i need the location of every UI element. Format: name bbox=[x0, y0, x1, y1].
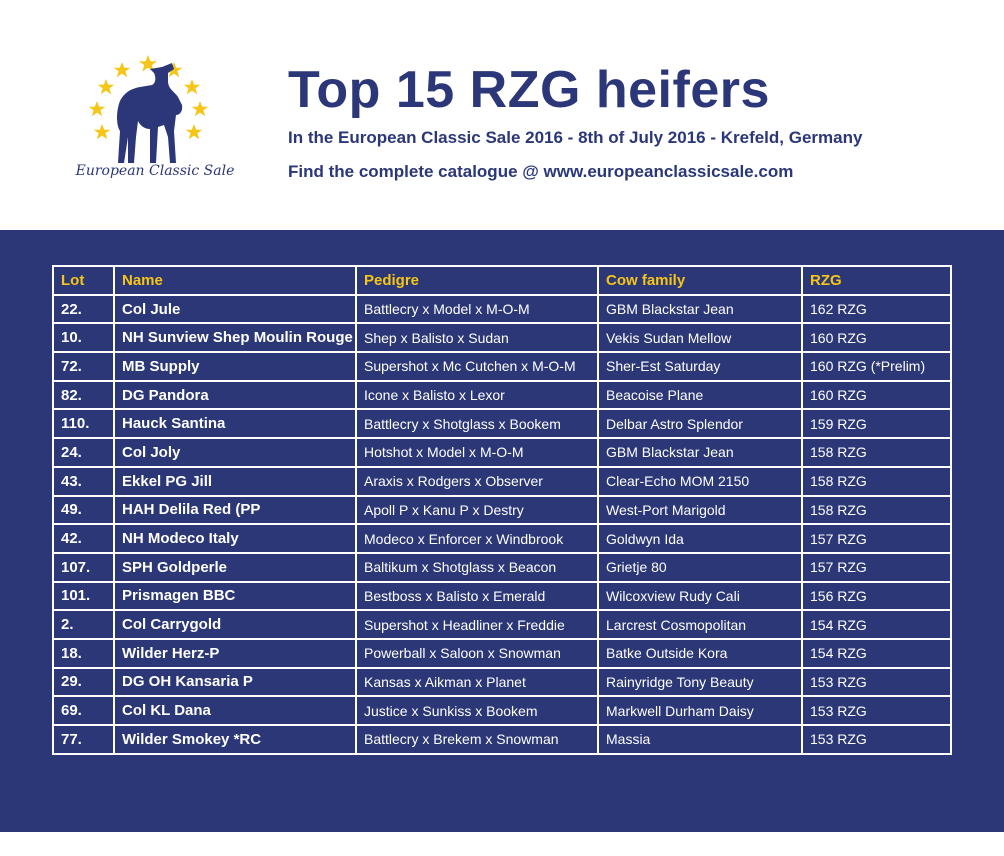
logo bbox=[70, 45, 240, 195]
cell-lot: 2. bbox=[53, 610, 114, 639]
column-header-name: Name bbox=[114, 266, 356, 295]
cell-cow-family: Wilcoxview Rudy Cali bbox=[598, 582, 802, 611]
cell-cow-family: Clear-Echo MOM 2150 bbox=[598, 467, 802, 496]
cell-pedigree: Supershot x Headliner x Freddie bbox=[356, 610, 598, 639]
cell-rzg: 162 RZG bbox=[802, 295, 951, 324]
cell-cow-family: Sher-Est Saturday bbox=[598, 352, 802, 381]
cell-lot: 82. bbox=[53, 381, 114, 410]
cell-pedigree: Bestboss x Balisto x Emerald bbox=[356, 582, 598, 611]
cell-pedigree: Shep x Balisto x Sudan bbox=[356, 323, 598, 352]
table-row bbox=[53, 725, 951, 754]
cell-lot: 49. bbox=[53, 496, 114, 525]
cell-name: DG OH Kansaria P bbox=[114, 668, 356, 697]
cell-rzg: 156 RZG bbox=[802, 582, 951, 611]
cell-rzg: 160 RZG bbox=[802, 381, 951, 410]
cell-name: Wilder Herz-P bbox=[114, 639, 356, 668]
table-row bbox=[53, 639, 951, 668]
cell-pedigree: Baltikum x Shotglass x Beacon bbox=[356, 553, 598, 582]
table-row bbox=[53, 381, 951, 410]
cell-lot: 10. bbox=[53, 323, 114, 352]
cell-pedigree: Modeco x Enforcer x Windbrook bbox=[356, 524, 598, 553]
cell-cow-family: GBM Blackstar Jean bbox=[598, 438, 802, 467]
cell-cow-family: West-Port Marigold bbox=[598, 496, 802, 525]
cell-lot: 24. bbox=[53, 438, 114, 467]
heifers-table bbox=[52, 265, 952, 755]
cell-pedigree: Icone x Balisto x Lexor bbox=[356, 381, 598, 410]
cell-rzg: 154 RZG bbox=[802, 610, 951, 639]
cell-rzg: 158 RZG bbox=[802, 438, 951, 467]
cell-cow-family: Delbar Astro Splendor bbox=[598, 409, 802, 438]
table-row bbox=[53, 496, 951, 525]
cell-name: Col Joly bbox=[114, 438, 356, 467]
page-title: Top 15 RZG heifers bbox=[288, 61, 770, 119]
header bbox=[0, 0, 1004, 230]
star-icon bbox=[184, 79, 201, 94]
cell-rzg: 158 RZG bbox=[802, 467, 951, 496]
cell-rzg: 157 RZG bbox=[802, 524, 951, 553]
cell-pedigree: Battlecry x Model x M-O-M bbox=[356, 295, 598, 324]
cell-lot: 29. bbox=[53, 668, 114, 697]
star-icon bbox=[98, 79, 115, 94]
table-row bbox=[53, 668, 951, 697]
cell-rzg: 160 RZG bbox=[802, 323, 951, 352]
table-row bbox=[53, 467, 951, 496]
cell-rzg: 157 RZG bbox=[802, 553, 951, 582]
table-row bbox=[53, 323, 951, 352]
cell-cow-family: Massia bbox=[598, 725, 802, 754]
cell-cow-family: Markwell Durham Daisy bbox=[598, 696, 802, 725]
table-row bbox=[53, 409, 951, 438]
cell-cow-family: Goldwyn Ida bbox=[598, 524, 802, 553]
cell-pedigree: Apoll P x Kanu P x Destry bbox=[356, 496, 598, 525]
star-icon bbox=[186, 124, 203, 139]
cell-name: NH Sunview Shep Moulin Rouge bbox=[114, 323, 356, 352]
cell-lot: 107. bbox=[53, 553, 114, 582]
cell-name: SPH Goldperle bbox=[114, 553, 356, 582]
table-row bbox=[53, 438, 951, 467]
cell-pedigree: Supershot x Mc Cutchen x M-O-M bbox=[356, 352, 598, 381]
cell-lot: 42. bbox=[53, 524, 114, 553]
cell-name: Prismagen BBC bbox=[114, 582, 356, 611]
cell-lot: 69. bbox=[53, 696, 114, 725]
cell-pedigree: Justice x Sunkiss x Bookem bbox=[356, 696, 598, 725]
cell-rzg: 159 RZG bbox=[802, 409, 951, 438]
cell-name: Hauck Santina bbox=[114, 409, 356, 438]
table-row bbox=[53, 582, 951, 611]
cell-name: Col Jule bbox=[114, 295, 356, 324]
cell-rzg: 158 RZG bbox=[802, 496, 951, 525]
table-row bbox=[53, 553, 951, 582]
cell-lot: 22. bbox=[53, 295, 114, 324]
column-header-rzg: RZG bbox=[802, 266, 951, 295]
cell-pedigree: Battlecry x Shotglass x Bookem bbox=[356, 409, 598, 438]
star-icon bbox=[94, 124, 111, 139]
cell-name: Col KL Dana bbox=[114, 696, 356, 725]
cell-name: NH Modeco Italy bbox=[114, 524, 356, 553]
cell-name: MB Supply bbox=[114, 352, 356, 381]
table-row bbox=[53, 295, 951, 324]
star-icon bbox=[89, 101, 106, 116]
cell-cow-family: Batke Outside Kora bbox=[598, 639, 802, 668]
table-row bbox=[53, 352, 951, 381]
cell-cow-family: Beacoise Plane bbox=[598, 381, 802, 410]
cell-cow-family: GBM Blackstar Jean bbox=[598, 295, 802, 324]
subtitle: In the European Classic Sale 2016 - 8th of July 2016 - Krefeld, Germany bbox=[288, 128, 863, 147]
star-icon bbox=[192, 101, 209, 116]
cell-lot: 101. bbox=[53, 582, 114, 611]
cell-pedigree: Hotshot x Model x M-O-M bbox=[356, 438, 598, 467]
cell-cow-family: Rainyridge Tony Beauty bbox=[598, 668, 802, 697]
cow-with-stars-icon bbox=[70, 45, 240, 165]
cell-name: Wilder Smokey *RC bbox=[114, 725, 356, 754]
cell-name: DG Pandora bbox=[114, 381, 356, 410]
cell-pedigree: Battlecry x Brekem x Snowman bbox=[356, 725, 598, 754]
catalogue-link[interactable]: Find the complete catalogue @ www.europeanclassicsale.com bbox=[288, 162, 794, 181]
column-header-cow-family: Cow family bbox=[598, 266, 802, 295]
cell-cow-family: Larcrest Cosmopolitan bbox=[598, 610, 802, 639]
cell-rzg: 153 RZG bbox=[802, 668, 951, 697]
cell-name: Col Carrygold bbox=[114, 610, 356, 639]
cell-name: Ekkel PG Jill bbox=[114, 467, 356, 496]
table-row bbox=[53, 610, 951, 639]
cell-lot: 43. bbox=[53, 467, 114, 496]
cell-lot: 77. bbox=[53, 725, 114, 754]
cell-rzg: 153 RZG bbox=[802, 725, 951, 754]
cell-name: HAH Delila Red (PP bbox=[114, 496, 356, 525]
star-icon bbox=[114, 62, 131, 77]
table-row bbox=[53, 524, 951, 553]
cell-pedigree: Araxis x Rodgers x Observer bbox=[356, 467, 598, 496]
table-panel bbox=[0, 230, 1004, 832]
table-header-row bbox=[53, 266, 951, 295]
cell-pedigree: Powerball x Saloon x Snowman bbox=[356, 639, 598, 668]
cell-pedigree: Kansas x Aikman x Planet bbox=[356, 668, 598, 697]
column-header-pedigree: Pedigre bbox=[356, 266, 598, 295]
cell-cow-family: Grietje 80 bbox=[598, 553, 802, 582]
cell-lot: 18. bbox=[53, 639, 114, 668]
cell-rzg: 160 RZG (*Prelim) bbox=[802, 352, 951, 381]
cow-silhouette bbox=[117, 63, 182, 163]
column-header-lot: Lot bbox=[53, 266, 114, 295]
cell-cow-family: Vekis Sudan Mellow bbox=[598, 323, 802, 352]
cell-rzg: 154 RZG bbox=[802, 639, 951, 668]
table-row bbox=[53, 696, 951, 725]
cell-lot: 110. bbox=[53, 409, 114, 438]
logo-text: European Classic Sale bbox=[75, 163, 235, 179]
cell-lot: 72. bbox=[53, 352, 114, 381]
cell-rzg: 153 RZG bbox=[802, 696, 951, 725]
table-body bbox=[53, 295, 951, 754]
